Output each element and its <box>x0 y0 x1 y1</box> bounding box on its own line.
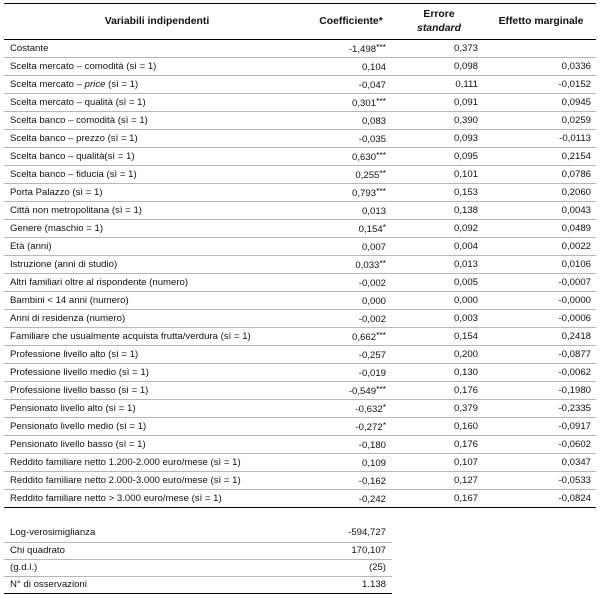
variable-name-text: Scelta banco – fiducia (sì = 1) <box>10 168 137 180</box>
significance-stars: ** <box>379 168 386 178</box>
spacer-row <box>4 508 596 525</box>
header-standard-error-line2: standard <box>417 22 461 34</box>
variable-name <box>4 40 310 58</box>
coefficient-value: -0,162 <box>358 476 386 487</box>
marginal-effect-cell: -0,0062 <box>486 364 596 382</box>
variable-name-italic: price <box>84 78 106 90</box>
standard-error-cell: 0,101 <box>392 166 486 184</box>
variable-name-text: Scelta mercato – <box>10 78 85 90</box>
variable-name-text: Scelta mercato – comodità (sì = 1) <box>10 60 157 72</box>
marginal-effect-cell: 0,2060 <box>486 184 596 202</box>
coefficient-value: -0,549 <box>348 386 377 397</box>
variable-name-text: Scelta banco – prezzo (sì = 1) <box>10 132 138 144</box>
variable-name <box>4 400 310 418</box>
variable-name-text: Familiare che usualmente acquista frutta/verdura (sì = 1) <box>10 330 251 342</box>
coefficient-cell <box>310 238 392 256</box>
header-standard-error-line1: Errore <box>423 8 455 20</box>
variable-name <box>4 130 310 148</box>
table-row <box>4 58 596 76</box>
variable-name <box>4 490 310 508</box>
fit-stat-value: (25) <box>310 559 392 576</box>
coefficient-cell <box>310 328 392 346</box>
marginal-effect-cell: 0,0945 <box>486 94 596 112</box>
header-standard-error <box>392 4 486 40</box>
standard-error-cell: 0,154 <box>392 328 486 346</box>
coefficient-value: -0,002 <box>358 278 386 289</box>
standard-error-cell: 0,003 <box>392 310 486 328</box>
marginal-effect-cell: -0,0000 <box>486 292 596 310</box>
coefficient-cell <box>310 364 392 382</box>
coefficient-cell <box>310 130 392 148</box>
table-row <box>4 256 596 274</box>
standard-error-cell: 0,098 <box>392 58 486 76</box>
standard-error-cell: 0,138 <box>392 202 486 220</box>
variable-name-text: Scelta banco – qualità(sì = 1) <box>10 150 135 162</box>
variable-name <box>4 58 310 76</box>
variable-name-text: Scelta banco – comodità (sì = 1) <box>10 114 148 126</box>
coefficient-cell <box>310 112 392 130</box>
table-row <box>4 40 596 58</box>
empty-cell <box>392 542 486 559</box>
fit-stat-row <box>4 577 596 594</box>
variable-name <box>4 310 310 328</box>
marginal-effect-cell: 0,0043 <box>486 202 596 220</box>
marginal-effect-cell: 0,0259 <box>486 112 596 130</box>
table-row <box>4 472 596 490</box>
marginal-effect-cell: -0,0917 <box>486 418 596 436</box>
variable-name-text: Scelta mercato – qualità (sì = 1) <box>10 96 146 108</box>
variable-name <box>4 166 310 184</box>
standard-error-cell: 0,000 <box>392 292 486 310</box>
table-row <box>4 490 596 508</box>
variable-name-text: Porta Palazzo (sì = 1) <box>10 186 103 198</box>
marginal-effect-cell: 0,0106 <box>486 256 596 274</box>
standard-error-cell: 0,379 <box>392 400 486 418</box>
standard-error-cell: 0,390 <box>392 112 486 130</box>
coefficient-cell <box>310 472 392 490</box>
fit-stat-row <box>4 559 596 576</box>
marginal-effect-cell: 0,0022 <box>486 238 596 256</box>
standard-error-cell: 0,153 <box>392 184 486 202</box>
coefficient-cell <box>310 436 392 454</box>
standard-error-cell: 0,013 <box>392 256 486 274</box>
marginal-effect-cell: -0,2335 <box>486 400 596 418</box>
fit-stat-label: (g.d.l.) <box>4 559 310 576</box>
table-row <box>4 220 596 238</box>
coefficient-value: -0,272 <box>355 422 383 433</box>
table-row <box>4 436 596 454</box>
spacer-cell <box>392 508 486 525</box>
coefficient-cell <box>310 40 392 58</box>
variable-name <box>4 454 310 472</box>
coefficient-cell <box>310 274 392 292</box>
table-row <box>4 238 596 256</box>
coefficient-cell <box>310 310 392 328</box>
variable-name-text: Bambini < 14 anni (numero) <box>10 294 129 306</box>
spacer-cell <box>486 508 596 525</box>
table-row <box>4 382 596 400</box>
header-variables: Variabili indipendenti <box>4 4 310 40</box>
coefficient-cell <box>310 58 392 76</box>
variable-name <box>4 292 310 310</box>
variable-name-text: Istruzione (anni di studio) <box>10 258 118 270</box>
variable-name <box>4 382 310 400</box>
significance-stars: *** <box>376 96 386 106</box>
header-row <box>4 4 596 40</box>
table-row <box>4 130 596 148</box>
variable-name <box>4 238 310 256</box>
variable-name-text: Professione livello basso (sì = 1) <box>10 384 149 396</box>
variable-name <box>4 220 310 238</box>
variable-name-text: Genere (maschio = 1) <box>10 222 104 234</box>
table-row <box>4 310 596 328</box>
coefficient-cell <box>310 490 392 508</box>
coefficient-value: -0,242 <box>358 494 386 505</box>
standard-error-cell: 0,130 <box>392 364 486 382</box>
table-row <box>4 148 596 166</box>
table-row <box>4 76 596 94</box>
significance-stars: *** <box>376 330 386 340</box>
empty-cell <box>392 577 486 594</box>
significance-stars: * <box>382 402 386 412</box>
coefficient-value: 0,630 <box>352 152 377 163</box>
marginal-effect-cell: -0,0533 <box>486 472 596 490</box>
variable-name-text: Professione livello alto (sì = 1) <box>10 348 139 360</box>
standard-error-cell: 0,107 <box>392 454 486 472</box>
table-row <box>4 400 596 418</box>
significance-stars: *** <box>376 384 386 394</box>
header-coefficient: Coefficiente* <box>310 4 392 40</box>
marginal-effect-cell: -0,0006 <box>486 310 596 328</box>
coefficient-value: -0,047 <box>358 80 386 91</box>
table-row <box>4 346 596 364</box>
variable-name-text: Città non metropolitana (sì = 1) <box>10 204 142 216</box>
fit-stat-label: Chi quadrato <box>4 542 310 559</box>
coefficient-cell <box>310 400 392 418</box>
empty-cell <box>486 525 596 542</box>
marginal-effect-cell: -0,1980 <box>486 382 596 400</box>
variable-name <box>4 76 310 94</box>
variable-name <box>4 256 310 274</box>
empty-cell <box>486 542 596 559</box>
variable-name <box>4 436 310 454</box>
standard-error-cell: 0,200 <box>392 346 486 364</box>
significance-stars: * <box>382 420 386 430</box>
coefficient-cell <box>310 418 392 436</box>
coefficient-cell <box>310 256 392 274</box>
standard-error-cell: 0,160 <box>392 418 486 436</box>
table-row <box>4 202 596 220</box>
coefficient-value: 0,104 <box>361 62 386 73</box>
fit-stat-value: 1.138 <box>310 577 392 594</box>
fit-stat-label: Log-verosimiglianza <box>4 525 310 542</box>
variable-name-text: Anni di residenza (numero) <box>10 312 126 324</box>
significance-stars: *** <box>376 150 386 160</box>
variable-name <box>4 94 310 112</box>
regression-table <box>4 3 596 594</box>
coefficient-value: 0,007 <box>361 242 386 253</box>
coefficient-cell <box>310 346 392 364</box>
fit-stat-label: N° di osservazioni <box>4 577 310 594</box>
coefficient-cell <box>310 166 392 184</box>
standard-error-cell: 0,091 <box>392 94 486 112</box>
table-row <box>4 94 596 112</box>
coefficient-cell <box>310 94 392 112</box>
variable-name-text: Professione livello medio (sì = 1) <box>10 366 149 378</box>
marginal-effect-cell: -0,0877 <box>486 346 596 364</box>
variable-name <box>4 202 310 220</box>
variable-name-text: Pensionato livello medio (sì = 1) <box>10 420 147 432</box>
marginal-effect-cell: 0,0489 <box>486 220 596 238</box>
empty-cell <box>392 559 486 576</box>
variable-name-text: Reddito familiare netto 1.200-2.000 euro/mese (sì = 1) <box>10 456 241 468</box>
variable-name-suffix: (sì = 1) <box>105 78 139 90</box>
coefficient-value: -0,257 <box>358 350 386 361</box>
coefficient-value: -0,632 <box>355 404 383 415</box>
coefficient-cell <box>310 202 392 220</box>
standard-error-cell: 0,005 <box>392 274 486 292</box>
variable-name <box>4 184 310 202</box>
header-marginal-effect: Effetto marginale <box>486 4 596 40</box>
coefficient-value: -0,180 <box>358 440 386 451</box>
table-row <box>4 364 596 382</box>
standard-error-cell: 0,004 <box>392 238 486 256</box>
variable-name-text: Altri familiari oltre al rispondente (numero) <box>10 276 189 288</box>
coefficient-cell <box>310 292 392 310</box>
coefficient-cell <box>310 76 392 94</box>
table-row <box>4 328 596 346</box>
standard-error-cell: 0,092 <box>392 220 486 238</box>
spacer-cell <box>310 508 392 525</box>
marginal-effect-cell: 0,0786 <box>486 166 596 184</box>
significance-stars: * <box>382 222 386 232</box>
table-row <box>4 454 596 472</box>
table-row <box>4 418 596 436</box>
coefficient-value: 0,033 <box>355 260 380 271</box>
coefficient-value: 0,301 <box>352 98 377 109</box>
coefficient-value: 0,154 <box>358 224 383 235</box>
coefficient-value: -0,035 <box>358 134 386 145</box>
fit-stat-value: -594,727 <box>310 525 392 542</box>
fit-stat-row <box>4 525 596 542</box>
standard-error-cell: 0,176 <box>392 382 486 400</box>
coefficient-value: -1,498 <box>348 44 377 55</box>
table-body <box>4 40 596 594</box>
marginal-effect-cell: -0,0152 <box>486 76 596 94</box>
significance-stars: *** <box>376 42 386 52</box>
variable-name-text: Reddito familiare netto 2.000-3.000 euro/mese (sì = 1) <box>10 474 241 486</box>
coefficient-value: 0,000 <box>361 296 386 307</box>
significance-stars: ** <box>379 258 386 268</box>
empty-cell <box>486 559 596 576</box>
coefficient-value: 0,013 <box>361 206 386 217</box>
coefficient-value: -0,002 <box>358 314 386 325</box>
empty-cell <box>392 525 486 542</box>
marginal-effect-cell: -0,0824 <box>486 490 596 508</box>
coefficient-value: 0,793 <box>352 188 377 199</box>
table-row <box>4 274 596 292</box>
table-row <box>4 292 596 310</box>
standard-error-cell: 0,093 <box>392 130 486 148</box>
variable-name-text: Reddito familiare netto > 3.000 euro/mese (sì = 1) <box>10 492 222 504</box>
variable-name-text: Pensionato livello basso (sì = 1) <box>10 438 146 450</box>
coefficient-cell <box>310 184 392 202</box>
standard-error-cell: 0,176 <box>392 436 486 454</box>
standard-error-cell: 0,095 <box>392 148 486 166</box>
standard-error-cell: 0,373 <box>392 40 486 58</box>
table-row <box>4 184 596 202</box>
fit-stat-row <box>4 542 596 559</box>
variable-name <box>4 148 310 166</box>
variable-name-text: Età (anni) <box>10 240 52 252</box>
standard-error-cell: 0,127 <box>392 472 486 490</box>
variable-name <box>4 346 310 364</box>
marginal-effect-cell: -0,0602 <box>486 436 596 454</box>
coefficient-cell <box>310 148 392 166</box>
variable-name <box>4 274 310 292</box>
marginal-effect-cell: -0,0113 <box>486 130 596 148</box>
coefficient-value: 0,662 <box>352 332 377 343</box>
marginal-effect-cell <box>486 40 596 58</box>
variable-name <box>4 328 310 346</box>
variable-name <box>4 472 310 490</box>
table-row <box>4 112 596 130</box>
marginal-effect-cell: 0,0336 <box>486 58 596 76</box>
variable-name-text: Costante <box>10 42 49 54</box>
coefficient-cell <box>310 382 392 400</box>
coefficient-value: -0,019 <box>358 368 386 379</box>
empty-cell <box>486 577 596 594</box>
significance-stars: *** <box>376 186 386 196</box>
marginal-effect-cell: -0,0007 <box>486 274 596 292</box>
coefficient-value: 0,109 <box>361 458 386 469</box>
variable-name <box>4 364 310 382</box>
marginal-effect-cell: 0,0347 <box>486 454 596 472</box>
coefficient-value: 0,255 <box>355 170 380 181</box>
variable-name-text: Pensionato livello alto (sì = 1) <box>10 402 136 414</box>
coefficient-cell <box>310 454 392 472</box>
spacer-cell <box>4 508 310 525</box>
variable-name <box>4 418 310 436</box>
standard-error-cell: 0,111 <box>392 76 486 94</box>
coefficient-cell <box>310 220 392 238</box>
fit-stat-value: 170,107 <box>310 542 392 559</box>
marginal-effect-cell: 0,2154 <box>486 148 596 166</box>
variable-name <box>4 112 310 130</box>
table-row <box>4 166 596 184</box>
standard-error-cell: 0,167 <box>392 490 486 508</box>
marginal-effect-cell: 0,2418 <box>486 328 596 346</box>
coefficient-value: 0,083 <box>361 116 386 127</box>
